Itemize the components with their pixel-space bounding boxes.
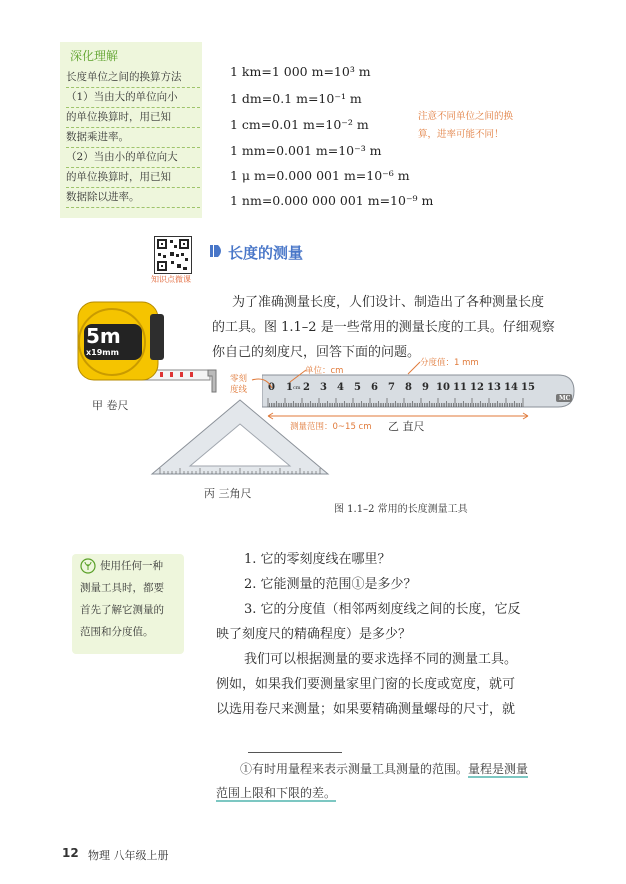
conversion-cm: 1 cm=0.01 m=10⁻² m <box>230 117 369 132</box>
footnote-highlight: 量程是测量 <box>468 762 529 776</box>
footnote-line <box>216 784 336 801</box>
ruler-number: 15 <box>521 382 535 393</box>
tip-line: 范围和分度值。 <box>80 626 154 638</box>
ruler-number: 10 <box>436 382 450 393</box>
ruler-number: 8 <box>405 382 412 393</box>
ruler-number: 1 <box>286 382 293 393</box>
ruler-numbers <box>266 382 566 396</box>
page-number: 12 <box>62 846 79 860</box>
ruler-number: 7 <box>388 382 395 393</box>
question-3: 3. 它的分度值（相邻两刻度线之间的长度，它反 <box>244 602 521 617</box>
intro-line: 你自己的刻度尺，回答下面的问题。 <box>212 345 421 360</box>
footnote-highlight: 范围上限和下限的差。 <box>216 786 337 800</box>
conversion-nm: 1 nm=0.000 000 001 m=10⁻⁹ m <box>230 193 434 208</box>
tip-line: 使用任何一种 <box>100 560 163 572</box>
footnote-rule <box>248 752 342 753</box>
intro-line: 的工具。图 1.1–2 是一些常用的测量长度的工具。仔细观察 <box>212 320 555 335</box>
note-line: 数据乘进率。 <box>66 127 200 148</box>
figure-caption: 图 1.1–2 常用的长度测量工具 <box>334 504 468 515</box>
question-1: 1. 它的零刻度线在哪里？ <box>244 552 391 567</box>
unit-tip: 注意不同单位之间的换 <box>418 111 514 122</box>
footnote-line <box>240 760 528 777</box>
note-line: （2）当由小的单位向大 <box>66 147 200 168</box>
unit-label: 单位：cm <box>305 366 344 376</box>
division-label: 分度值：1 mm <box>420 358 479 368</box>
conversion-um: 1 μ m=0.000 001 m=10⁻⁶ m <box>230 168 410 183</box>
note-line: 的单位换算时，用已知 <box>66 167 200 188</box>
note-line: 的单位换算时，用已知 <box>66 107 200 128</box>
ruler-number: 11 <box>453 382 467 393</box>
triangle-caption: 丙 三角尺 <box>204 487 252 500</box>
unit-arrow <box>286 366 308 386</box>
tip-line: 测量工具时，都要 <box>80 582 164 594</box>
body-line: 例如，如果我们要测量家里门窗的长度或宽度，就可 <box>216 677 516 692</box>
qr-code-icon[interactable] <box>154 236 192 274</box>
range-label: 测量范围：0~15 cm <box>290 422 372 432</box>
ruler-number: 5 <box>354 382 361 393</box>
intro-line: 为了准确测量长度，人们设计、制造出了各种测量长度 <box>232 295 545 310</box>
ruler-number: 3 <box>320 382 327 393</box>
tip-line: 首先了解它测量的 <box>80 604 164 616</box>
note-line: （1）当由大的单位向小 <box>66 87 200 108</box>
ruler-number: 0 <box>268 382 275 393</box>
qr-caption: 知识点微课 <box>151 275 191 284</box>
section-title: 长度的测量 <box>228 244 304 262</box>
ruler-brand: MC <box>559 395 571 402</box>
question-3-cont: 映了刻度尺的精确程度）是多少？ <box>216 627 412 642</box>
ruler-number: 9 <box>422 382 429 393</box>
question-2: 2. 它能测量的范围①是多少？ <box>244 577 417 592</box>
ruler-cm-label: cm <box>293 385 301 391</box>
triangle-ruler <box>150 396 330 478</box>
ruler-caption: 乙 直尺 <box>388 420 425 433</box>
conversion-mm: 1 mm=0.001 m=10⁻³ m <box>230 143 382 158</box>
body-line: 以选用卷尺来测量；如果要精确测量螺母的尺寸，就 <box>216 702 516 717</box>
book-title: 物理 八年级上册 <box>88 849 169 862</box>
ruler-number: 12 <box>470 382 484 393</box>
note-line: 长度单位之间的换算方法 <box>66 67 200 88</box>
ruler-number: 4 <box>337 382 344 393</box>
footnote-text: ①有时用量程来表示测量工具测量的范围。 <box>240 762 469 776</box>
tape-label-small: x19mm <box>86 348 119 357</box>
zero-line-arrow <box>250 372 276 394</box>
conversion-dm: 1 dm=0.1 m=10⁻¹ m <box>230 91 362 106</box>
tape-label-big: 5m <box>86 324 121 348</box>
ruler-number: 6 <box>371 382 378 393</box>
body-line: 我们可以根据测量的要求选择不同的测量工具。 <box>244 652 518 667</box>
unit-tip: 算，进率可能不同！ <box>418 129 504 140</box>
tape-caption: 甲 卷尺 <box>92 399 129 412</box>
ruler-number: 2 <box>303 382 310 393</box>
note-line: 数据除以进率。 <box>66 187 200 208</box>
division-arrow <box>402 360 422 378</box>
leaf-icon <box>80 558 96 574</box>
ruler-number: 13 <box>487 382 501 393</box>
zero-line-label: 零刻 度线 <box>230 374 248 395</box>
section-marker-icon <box>210 244 224 258</box>
conversion-km: 1 km=1 000 m=10³ m <box>230 64 371 79</box>
note-title: 深化理解 <box>70 49 119 63</box>
ruler-number: 14 <box>504 382 518 393</box>
